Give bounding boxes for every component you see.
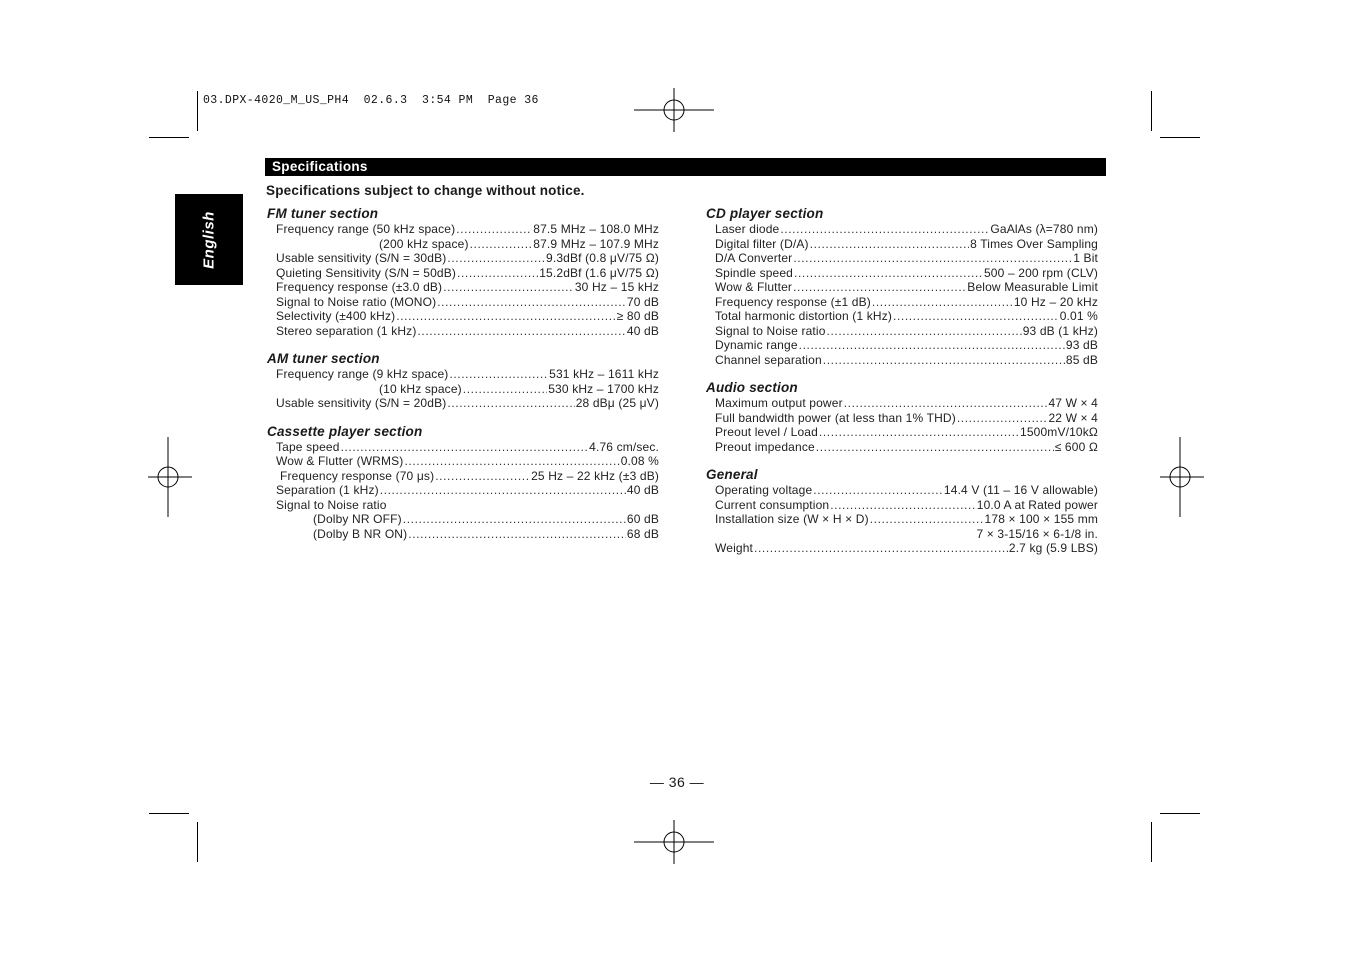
spec-row xyxy=(706,324,1098,339)
spec-row xyxy=(267,266,659,281)
spec-label: Signal to Noise ratio (MONO) xyxy=(276,294,437,309)
am-tuner-section xyxy=(267,351,659,411)
spec-value: 28 dBμ (25 μV) xyxy=(575,396,659,410)
spec-row xyxy=(706,396,1098,411)
spec-value: 10 Hz – 20 kHz xyxy=(1013,294,1098,309)
spec-label: Total harmonic distortion (1 kHz) xyxy=(715,309,893,323)
spec-value: 8 Times Over Sampling xyxy=(970,236,1098,251)
spec-label: Spindle speed xyxy=(715,265,794,280)
spec-label: Channel separation xyxy=(715,352,822,367)
spec-value: 87.9 MHz – 107.9 MHz xyxy=(533,236,659,251)
spec-label: Installation size (W × H × D) xyxy=(715,512,869,526)
spec-value: ≥ 80 dB xyxy=(616,309,659,323)
spec-row xyxy=(267,527,659,542)
spec-label: Frequency response (70 μs) xyxy=(280,468,435,483)
spec-row xyxy=(706,338,1098,353)
spec-row xyxy=(706,237,1098,252)
spec-value: 531 kHz – 1611 kHz xyxy=(549,367,659,381)
spec-row xyxy=(267,280,659,295)
spec-label: Stereo separation (1 kHz) xyxy=(276,323,417,338)
cassette-player-section xyxy=(267,424,659,542)
spec-label: (Dolby NR OFF) xyxy=(313,512,402,526)
spec-row xyxy=(267,483,659,498)
spec-row xyxy=(267,454,659,469)
spec-row xyxy=(267,498,659,513)
spec-label: Signal to Noise ratio xyxy=(276,497,387,512)
spec-row xyxy=(706,541,1098,556)
spec-value: 93 dB xyxy=(1065,338,1098,352)
section-header-title: Specifications xyxy=(272,159,368,174)
spec-label: Tape speed xyxy=(276,439,340,454)
spec-value: ≤ 600 Ω xyxy=(1054,439,1098,454)
spec-label: Operating voltage xyxy=(715,483,813,497)
spec-value: 10.0 A at Rated power xyxy=(976,497,1098,512)
spec-value: 1500mV/10kΩ xyxy=(1020,425,1098,439)
section-title: AM tuner section xyxy=(267,351,380,366)
spec-value: 1 Bit xyxy=(1073,251,1098,265)
spec-value: 60 dB xyxy=(626,512,659,526)
registration-mark-bottom-icon xyxy=(634,820,714,864)
spec-label: Laser diode xyxy=(715,222,780,236)
spec-label: Dynamic range xyxy=(715,338,798,352)
spec-row xyxy=(706,512,1098,527)
crop-mark-bottom-left-v xyxy=(197,822,198,862)
spec-value: Below Measurable Limit xyxy=(967,280,1098,294)
spec-label: Frequency range (50 kHz space) xyxy=(276,222,456,236)
crop-mark-bottom-left-h xyxy=(149,813,189,814)
fm-tuner-section xyxy=(267,206,659,338)
spec-label: Wow & Flutter (WRMS) xyxy=(276,454,404,468)
registration-mark-top-icon xyxy=(634,88,714,132)
general-section xyxy=(706,467,1098,556)
spec-value: 25 Hz – 22 kHz (±3 dB) xyxy=(531,468,659,483)
spec-label: Current consumption xyxy=(715,497,830,512)
spec-label: Wow & Flutter xyxy=(715,280,793,294)
spec-value: 70 dB xyxy=(626,294,659,309)
registration-mark-left-icon xyxy=(148,437,192,517)
change-notice: Specifications subject to change without notice. xyxy=(266,183,585,198)
spec-label: Signal to Noise ratio xyxy=(715,323,826,338)
section-title: CD player section xyxy=(706,206,824,221)
spec-label: Usable sensitivity (S/N = 20dB) xyxy=(276,396,447,410)
spec-label: Maximum output power xyxy=(715,396,843,410)
right-column xyxy=(706,206,1098,569)
spec-value: 2.7 kg (5.9 LBS) xyxy=(1008,541,1098,555)
spec-row xyxy=(267,396,659,411)
spec-value: GaAlAs (λ=780 nm) xyxy=(990,222,1098,236)
spec-label: Digital filter (D/A) xyxy=(715,236,809,251)
crop-mark-top-left-h xyxy=(149,137,189,138)
cd-player-section xyxy=(706,206,1098,367)
spec-value: 40 dB xyxy=(626,483,659,497)
spec-row xyxy=(706,280,1098,295)
section-title: General xyxy=(706,467,758,482)
spec-value: 9.3dBf (0.8 μV/75 Ω) xyxy=(546,251,659,265)
spec-row xyxy=(706,309,1098,324)
spec-value: 530 kHz – 1700 kHz xyxy=(548,381,659,396)
crop-mark-top-right-v xyxy=(1151,91,1152,131)
spec-row xyxy=(706,353,1098,368)
crop-mark-top-left-v xyxy=(197,91,198,131)
spec-value: 93 dB (1 kHz) xyxy=(1022,323,1098,338)
spec-row xyxy=(267,440,659,455)
spec-value: 22 W × 4 xyxy=(1048,410,1098,425)
spec-label: (Dolby B NR ON) xyxy=(313,526,408,541)
spec-label: Frequency response (±1 dB) xyxy=(715,294,871,309)
section-title: FM tuner section xyxy=(267,206,379,221)
registration-mark-right-icon xyxy=(1160,437,1204,517)
spec-row xyxy=(706,498,1098,513)
language-tab-label: English xyxy=(200,210,218,269)
spec-value: 40 dB xyxy=(626,323,659,338)
spec-row xyxy=(267,309,659,324)
spec-value: 178 × 100 × 155 mm xyxy=(984,512,1098,526)
spec-label: Preout impedance xyxy=(715,439,815,454)
spec-row xyxy=(706,251,1098,266)
crop-mark-bottom-right-h xyxy=(1160,813,1200,814)
page-number: — 36 — xyxy=(649,774,705,790)
spec-row xyxy=(267,512,659,527)
section-header-bar xyxy=(265,158,1106,176)
spec-row xyxy=(267,295,659,310)
spec-row xyxy=(706,425,1098,440)
spec-label: (200 kHz space) xyxy=(379,236,469,251)
spec-row xyxy=(706,440,1098,455)
spec-row xyxy=(267,222,659,237)
spec-label: Frequency response (±3.0 dB) xyxy=(276,280,443,294)
spec-label: Separation (1 kHz) xyxy=(276,483,379,497)
spec-label: Full bandwidth power (at less than 1% THD) xyxy=(715,410,956,425)
spec-value: 15.2dBf (1.6 μV/75 Ω) xyxy=(539,265,659,280)
print-slug: 03.DPX-4020_M_US_PH4 02.6.3 3:54 PM Page 36 xyxy=(203,94,539,107)
spec-value: 0.01 % xyxy=(1059,309,1098,323)
spec-row xyxy=(706,222,1098,237)
left-column xyxy=(267,206,659,554)
spec-row xyxy=(706,411,1098,426)
language-tab xyxy=(175,194,243,285)
spec-value: 7 × 3-15/16 × 6-1/8 in. xyxy=(976,526,1098,541)
spec-value: 4.76 cm/sec. xyxy=(589,439,659,454)
spec-value: 30 Hz – 15 kHz xyxy=(574,280,659,294)
spec-row xyxy=(267,324,659,339)
spec-value: 14.4 V (11 – 16 V allowable) xyxy=(943,483,1098,497)
spec-row xyxy=(706,527,1098,542)
spec-label: Frequency range (9 kHz space) xyxy=(276,367,449,381)
spec-label: D/A Converter xyxy=(715,251,793,265)
spec-value: 47 W × 4 xyxy=(1048,396,1098,410)
section-title: Cassette player section xyxy=(267,423,423,439)
spec-value: 500 – 200 rpm (CLV) xyxy=(983,265,1098,280)
spec-label: Quieting Sensitivity (S/N = 50dB) xyxy=(276,265,457,280)
spec-label: Preout level / Load xyxy=(715,425,818,439)
spec-row xyxy=(267,237,659,252)
spec-value: 0.08 % xyxy=(620,454,659,468)
spec-label: Weight xyxy=(715,541,754,555)
spec-row xyxy=(267,382,659,397)
section-title: Audio section xyxy=(706,380,798,395)
spec-row xyxy=(706,483,1098,498)
spec-row xyxy=(706,266,1098,281)
spec-value: 87.5 MHz – 108.0 MHz xyxy=(533,222,659,236)
spec-row xyxy=(267,469,659,484)
spec-row xyxy=(706,295,1098,310)
audio-section xyxy=(706,380,1098,454)
spec-label: Usable sensitivity (S/N = 30dB) xyxy=(276,251,447,265)
spec-row xyxy=(267,251,659,266)
crop-mark-top-right-h xyxy=(1160,137,1200,138)
spec-value: 85 dB xyxy=(1065,352,1098,367)
spec-label: Selectivity (±400 kHz) xyxy=(276,309,396,323)
spec-label: (10 kHz space) xyxy=(379,381,462,396)
spec-row xyxy=(267,367,659,382)
spec-value: 68 dB xyxy=(626,526,659,541)
crop-mark-bottom-right-v xyxy=(1151,822,1152,862)
